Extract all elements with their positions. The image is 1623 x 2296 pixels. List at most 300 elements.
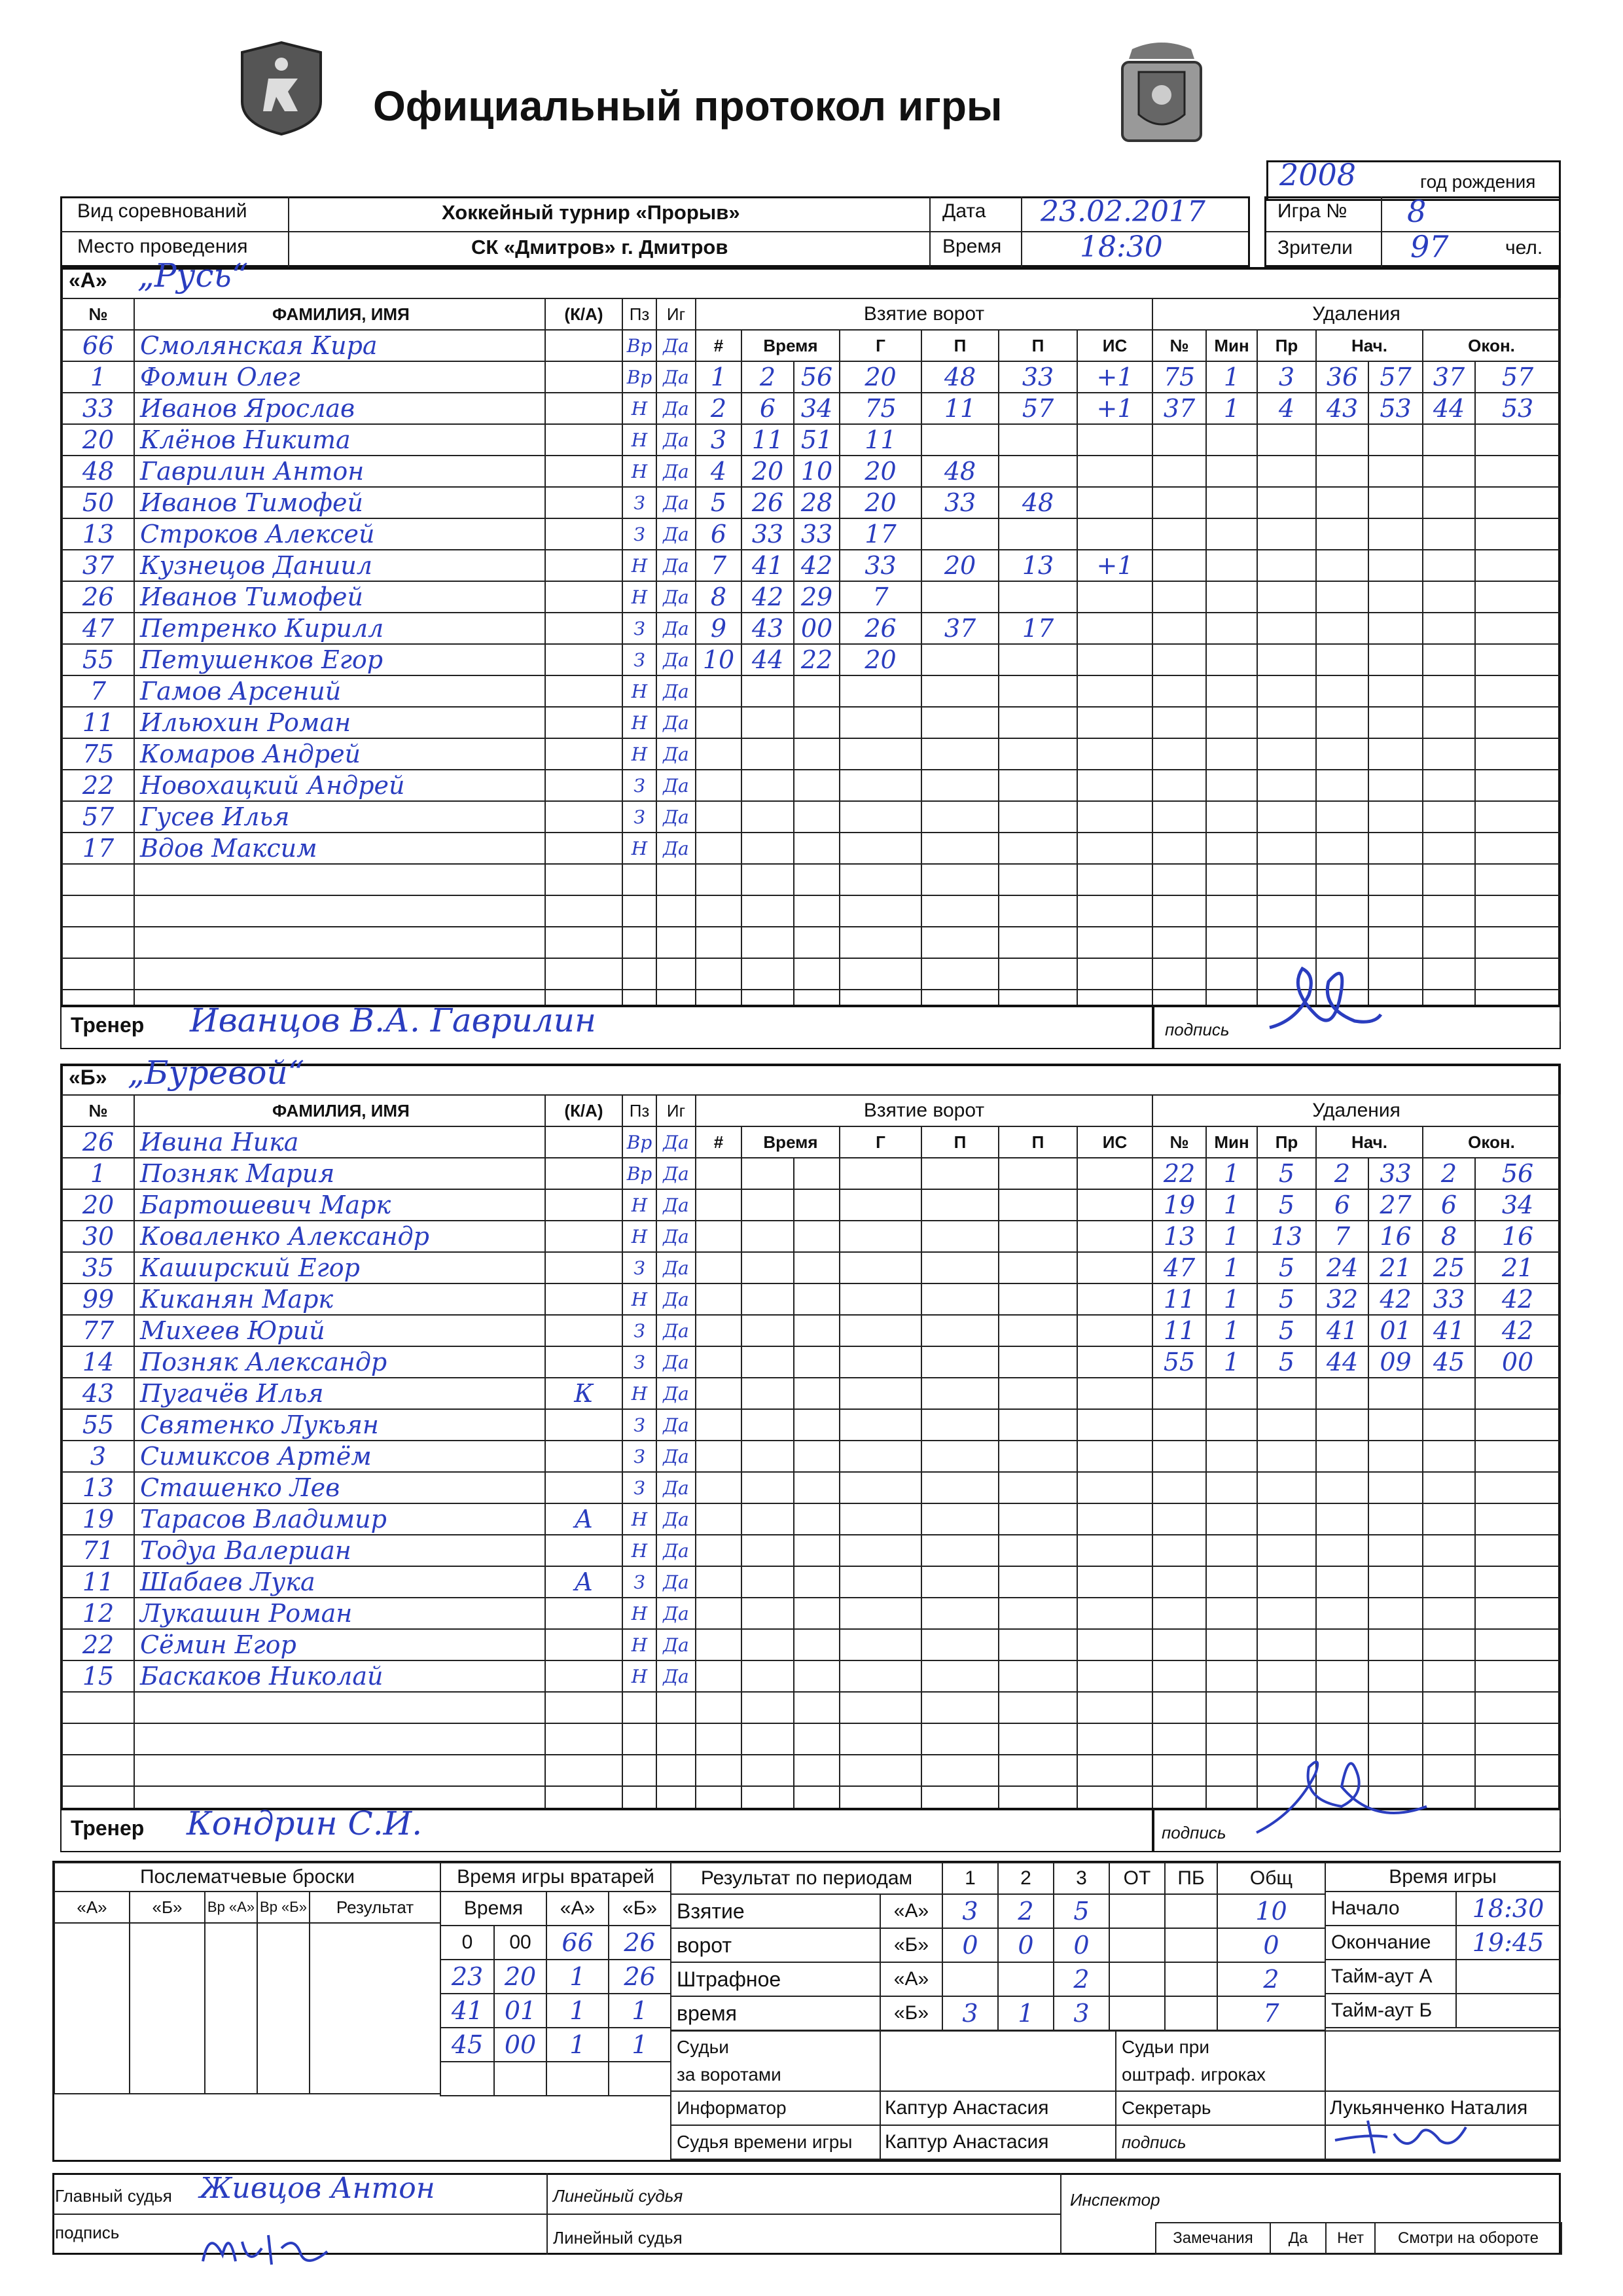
player-captain-mark (545, 581, 622, 613)
player-captain-mark (545, 1346, 622, 1378)
goal-situation (1077, 581, 1152, 613)
goalie-a-header: «А» (546, 1892, 609, 1926)
player-captain-mark (545, 1221, 622, 1252)
table-row (1152, 613, 1560, 644)
penalty-start-second: 21 (1368, 1252, 1423, 1283)
penalty-end-minute: 45 (1423, 1346, 1475, 1378)
goals-a-total: 10 (1217, 1894, 1325, 1928)
penalty-start-minute: 36 (1316, 361, 1368, 393)
player-position: Н (622, 424, 656, 456)
b-pen-start-header: Нач. (1316, 1126, 1423, 1158)
goal-second: 51 (794, 424, 840, 456)
a-goals-g-header: Г (840, 330, 921, 361)
secretary-value: Лукьянченко Наталия (1325, 2091, 1560, 2125)
penalty-player-number: 19 (1152, 1189, 1206, 1221)
player-played: Да (656, 393, 696, 424)
player-captain-mark (545, 550, 622, 581)
goalie-a-number: 1 (546, 1994, 609, 2028)
player-name: Ильюхин Роман (134, 707, 545, 738)
goals-a-p2: 2 (998, 1894, 1054, 1928)
player-number: 26 (62, 1126, 134, 1158)
player-number: 11 (62, 707, 134, 738)
shootout-period-header: ПБ (1165, 1863, 1217, 1894)
b-roster-num-header: № (62, 1095, 134, 1126)
goal-situation: +1 (1077, 550, 1152, 581)
team-b-name: „Буревой“ (128, 1054, 305, 1092)
penalty-reason: 5 (1257, 1158, 1316, 1189)
shootout-vr-a-header: Вр «А» (205, 1892, 257, 1923)
player-captain-mark (545, 707, 622, 738)
secretary-signature (1329, 2108, 1472, 2160)
player-captain-mark (545, 1315, 622, 1346)
birth-year-value: 2008 (1279, 157, 1357, 192)
player-name: Иванов Ярослав (134, 393, 545, 424)
penalty-start-minute: 6 (1316, 1189, 1368, 1221)
goal-assist-1: 33 (921, 487, 999, 518)
pen-a-p3: 2 (1054, 1962, 1109, 1996)
table-row (62, 1472, 696, 1503)
goalie-change-minute: 0 (440, 1926, 494, 1960)
player-number: 17 (62, 833, 134, 864)
table-row (696, 927, 1152, 958)
table-row (62, 801, 696, 833)
table-row (440, 2062, 671, 2096)
penalty-row-team-a: «А» (880, 1962, 942, 1996)
period-2-header: 2 (998, 1863, 1054, 1894)
period-3-header: 3 (1054, 1863, 1109, 1894)
goal-assist-2: 57 (999, 393, 1077, 424)
player-captain-mark (545, 361, 622, 393)
table-row (62, 675, 696, 707)
goalie-b-number: 1 (609, 1994, 671, 2028)
pen-a-p1 (942, 1962, 998, 1996)
penalty-start-minute: 7 (1316, 1221, 1368, 1252)
total-header: Общ (1217, 1863, 1325, 1894)
team-b-signature-label: подпись (1162, 1823, 1226, 1842)
team-b-roster (62, 1094, 696, 1818)
penalty-start-minute: 2 (1316, 1158, 1368, 1189)
player-position: Н (622, 456, 656, 487)
game-time-title: Время игры (1325, 1863, 1560, 1892)
goalie-change-second: 00 (494, 1926, 546, 1960)
table-row (696, 1283, 1152, 1315)
player-name: Михеев Юрий (134, 1315, 545, 1346)
goal-scorer: 11 (840, 424, 921, 456)
hockey-league-logo (236, 39, 327, 137)
time-value: 18:30 (1080, 230, 1163, 264)
player-position: Н (622, 707, 656, 738)
player-number: 99 (62, 1283, 134, 1315)
table-row (62, 927, 696, 958)
player-position: Н (622, 675, 656, 707)
table-row (1152, 833, 1560, 864)
player-played: Да (656, 1283, 696, 1315)
player-position: Н (622, 1189, 656, 1221)
player-position: Н (622, 393, 656, 424)
b-pen-pr-header: Пр (1257, 1126, 1316, 1158)
player-played: Да (656, 801, 696, 833)
goal-minute: 33 (741, 518, 794, 550)
player-played: Да (656, 1126, 696, 1158)
player-number: 1 (62, 361, 134, 393)
goal-assist-2: 13 (999, 550, 1077, 581)
penalty-player-number: 22 (1152, 1158, 1206, 1189)
player-captain-mark (545, 613, 622, 644)
penalty-start-second: 01 (1368, 1315, 1423, 1346)
remarks-label: Замечания (1156, 2223, 1270, 2254)
game-start-value: 18:30 (1456, 1892, 1560, 1926)
penalty-start-minute: 41 (1316, 1315, 1368, 1346)
goalie-change-minute: 41 (440, 1994, 494, 2028)
player-number: 37 (62, 550, 134, 581)
penalty-minutes: 1 (1206, 1252, 1257, 1283)
table-row (62, 1221, 696, 1252)
table-row (1152, 1283, 1560, 1315)
player-captain-mark (545, 801, 622, 833)
pen-b-p1: 3 (942, 1996, 998, 2030)
penalty-player-number: 75 (1152, 361, 1206, 393)
penalty-start-minute: 43 (1316, 393, 1368, 424)
goalie-b-number: 26 (609, 1960, 671, 1994)
team-a-signature-label: подпись (1165, 1020, 1230, 1039)
table-row (440, 2028, 671, 2062)
penalty-reason: 5 (1257, 1346, 1316, 1378)
goal-second: 34 (794, 393, 840, 424)
table-row (696, 738, 1152, 770)
player-played: Да (656, 1503, 696, 1535)
venue-value: СК «Дмитров» г. Дмитров (471, 236, 728, 259)
table-row (696, 1755, 1152, 1786)
goal-assist-1 (921, 518, 999, 550)
player-name: Комаров Андрей (134, 738, 545, 770)
player-position: Вр (622, 1126, 656, 1158)
goal-number: 1 (696, 361, 741, 393)
team-b-label: «Б» (69, 1066, 107, 1089)
goal-minute: 44 (741, 644, 794, 675)
player-number: 30 (62, 1221, 134, 1252)
penalty-end-minute: 2 (1423, 1158, 1475, 1189)
a-goals-p2-header: П (999, 330, 1077, 361)
penalty-end-second: 00 (1475, 1346, 1560, 1378)
player-captain-mark (545, 1598, 622, 1629)
shootout-a-header: «А» (54, 1892, 130, 1923)
a-pen-end-header: Окон. (1423, 330, 1560, 361)
player-number: 33 (62, 393, 134, 424)
player-number: 11 (62, 1566, 134, 1598)
table-row (62, 738, 696, 770)
a-goals-title: Взятие ворот (696, 298, 1152, 330)
penalty-player-number: 11 (1152, 1315, 1206, 1346)
goal-second: 29 (794, 581, 840, 613)
team-a-penalties-table (1152, 298, 1561, 1022)
table-row (1152, 456, 1560, 487)
player-position: З (622, 1566, 656, 1598)
player-position: Н (622, 1283, 656, 1315)
table-row (696, 1692, 1152, 1723)
penalty-start-second: 42 (1368, 1283, 1423, 1315)
penalty-start-minute: 32 (1316, 1283, 1368, 1315)
goal-assist-1: 48 (921, 456, 999, 487)
table-row (62, 1378, 696, 1409)
player-name: Каширский Егор (134, 1252, 545, 1283)
timeout-a-label: Тайм-аут А (1325, 1960, 1456, 1994)
player-name: Ивина Ника (134, 1126, 545, 1158)
penalty-minutes: 1 (1206, 1346, 1257, 1378)
goals-a-p1: 3 (942, 1894, 998, 1928)
penalty-end-second: 21 (1475, 1252, 1560, 1283)
player-played: Да (656, 1378, 696, 1409)
table-row (62, 581, 696, 613)
player-name: Пугачёв Илья (134, 1378, 545, 1409)
linesman-2-label: Линейный судья (553, 2228, 683, 2248)
team-a-goals-table (695, 298, 1153, 1022)
table-row (62, 1723, 696, 1755)
table-row (696, 361, 1152, 393)
player-position: З (622, 1252, 656, 1283)
shootout-result-header: Результат (310, 1892, 440, 1923)
player-captain-mark (545, 1629, 622, 1660)
goal-number: 9 (696, 613, 741, 644)
table-row (1152, 1252, 1560, 1283)
player-captain-mark (545, 424, 622, 456)
player-played: Да (656, 1598, 696, 1629)
penalty-start-second: 16 (1368, 1221, 1423, 1252)
table-row (62, 895, 696, 927)
goalie-change-second: 20 (494, 1960, 546, 1994)
a-penalties-title: Удаления (1152, 298, 1560, 330)
table-row (696, 770, 1152, 801)
goalie-b-number: 26 (609, 1926, 671, 1960)
player-number: 48 (62, 456, 134, 487)
player-played: Да (656, 770, 696, 801)
goals-b-p3: 0 (1054, 1928, 1109, 1962)
b-goals-is-header: ИС (1077, 1126, 1152, 1158)
table-row (696, 1315, 1152, 1346)
player-number: 3 (62, 1441, 134, 1472)
player-captain-mark (545, 675, 622, 707)
penalty-start-minute: 44 (1316, 1346, 1368, 1378)
game-start-label: Начало (1325, 1892, 1456, 1926)
goalie-b-number: 1 (609, 2028, 671, 2062)
player-captain-mark: К (545, 1378, 622, 1409)
player-played: Да (656, 456, 696, 487)
goalie-change-second: 01 (494, 1994, 546, 2028)
player-position: З (622, 1315, 656, 1346)
table-row (696, 518, 1152, 550)
penalty-judges-label: Судьи при оштраф. игроках (1116, 2031, 1325, 2091)
goal-assist-1 (921, 581, 999, 613)
goal-assist-1: 20 (921, 550, 999, 581)
table-row (62, 1535, 696, 1566)
table-row (696, 1346, 1152, 1378)
player-played: Да (656, 518, 696, 550)
player-played: Да (656, 707, 696, 738)
penalty-player-number: 37 (1152, 393, 1206, 424)
player-name: Тарасов Владимир (134, 1503, 545, 1535)
game-end-label: Окончание (1325, 1926, 1456, 1960)
page-title: Официальный протокол игры (373, 82, 1003, 130)
penalty-reason: 5 (1257, 1252, 1316, 1283)
player-number: 55 (62, 644, 134, 675)
a-pen-num-header: № (1152, 330, 1206, 361)
b-goals-title: Взятие ворот (696, 1095, 1152, 1126)
table-row (1152, 1598, 1560, 1629)
player-captain-mark: А (545, 1503, 622, 1535)
player-captain-mark (545, 1409, 622, 1441)
player-position: З (622, 1441, 656, 1472)
goal-second: 28 (794, 487, 840, 518)
table-row (62, 456, 696, 487)
table-row (62, 958, 696, 990)
goal-scorer: 33 (840, 550, 921, 581)
table-row (696, 1378, 1152, 1409)
player-name: Сёмин Егор (134, 1629, 545, 1660)
team-b-coach-label: Тренер (71, 1816, 145, 1840)
table-row (1152, 581, 1560, 613)
player-played: Да (656, 613, 696, 644)
penalty-row-label-1: Штрафное (671, 1962, 880, 1996)
table-row (696, 1221, 1152, 1252)
b-roster-ig-header: Иг (656, 1095, 696, 1126)
player-played: Да (656, 550, 696, 581)
team-b-penalties-table (1152, 1094, 1561, 1818)
table-row (1152, 895, 1560, 927)
player-number: 13 (62, 518, 134, 550)
goal-minute: 6 (741, 393, 794, 424)
secretary-label: Секретарь (1116, 2091, 1325, 2125)
player-name: Сташенко Лев (134, 1472, 545, 1503)
player-number: 14 (62, 1346, 134, 1378)
table-row (62, 864, 696, 895)
player-played: Да (656, 1315, 696, 1346)
period-results-title: Результат по периодам (671, 1863, 942, 1894)
table-row (1152, 801, 1560, 833)
period-results-table (670, 1862, 1326, 2031)
player-captain-mark (545, 1252, 622, 1283)
a-goals-hash-header: # (696, 330, 741, 361)
spectators-value: 97 (1410, 229, 1449, 264)
goals-row-label-2: ворот (671, 1928, 880, 1962)
player-name: Позняк Мария (134, 1158, 545, 1189)
player-number: 1 (62, 1158, 134, 1189)
table-row (440, 1960, 671, 1994)
player-name: Бартошевич Марк (134, 1189, 545, 1221)
table-row (62, 1660, 696, 1692)
goals-row-label-1: Взятие (671, 1894, 880, 1928)
player-name: Гаврилин Антон (134, 456, 545, 487)
player-number: 77 (62, 1315, 134, 1346)
goal-situation: +1 (1077, 393, 1152, 424)
table-row (696, 833, 1152, 864)
team-a-coach-label: Тренер (71, 1013, 145, 1037)
time-label: Время (942, 236, 1002, 257)
penalty-end-minute: 6 (1423, 1189, 1475, 1221)
game-end-value: 19:45 (1456, 1926, 1560, 1960)
player-position: Вр (622, 330, 656, 361)
penalty-minutes: 1 (1206, 393, 1257, 424)
b-pen-min-header: Мин (1206, 1126, 1257, 1158)
player-played: Да (656, 1566, 696, 1598)
player-position: Н (622, 550, 656, 581)
penalty-end-minute: 8 (1423, 1221, 1475, 1252)
a-pen-start-header: Нач. (1316, 330, 1423, 361)
pen-b-p3: 3 (1054, 1996, 1109, 2030)
table-row (696, 1660, 1152, 1692)
table-row (1152, 424, 1560, 456)
goalie-a-number: 66 (546, 1926, 609, 1960)
remarks-yes: Да (1270, 2223, 1326, 2254)
penalty-minutes: 1 (1206, 1158, 1257, 1189)
table-row (62, 393, 696, 424)
player-played: Да (656, 1535, 696, 1566)
player-position: Н (622, 581, 656, 613)
goal-assist-1 (921, 424, 999, 456)
team-a-label: «А» (69, 268, 107, 292)
shootout-table (54, 1862, 441, 2094)
goal-assist-2 (999, 518, 1077, 550)
goal-number: 10 (696, 644, 741, 675)
player-name: Гамов Арсений (134, 675, 545, 707)
goal-number: 3 (696, 424, 741, 456)
coat-of-arms-emblem (1113, 36, 1211, 151)
goals-b-total: 0 (1217, 1928, 1325, 1962)
player-captain-mark (545, 1441, 622, 1472)
table-row (696, 1472, 1152, 1503)
goal-second: 56 (794, 361, 840, 393)
b-pen-num-header: № (1152, 1126, 1206, 1158)
player-captain-mark (545, 1126, 622, 1158)
goals-b-p2: 0 (998, 1928, 1054, 1962)
table-row (1152, 1346, 1560, 1378)
game-time-table (1325, 1862, 1561, 2028)
goal-scorer: 20 (840, 456, 921, 487)
player-position: Вр (622, 1158, 656, 1189)
timekeeper-value: Каптур Анастасия (880, 2125, 1116, 2159)
table-row (696, 550, 1152, 581)
goalie-time-title: Время игры вратарей (440, 1863, 671, 1892)
goal-minute: 20 (741, 456, 794, 487)
player-number: 15 (62, 1660, 134, 1692)
pen-b-p2: 1 (998, 1996, 1054, 2030)
player-played: Да (656, 487, 696, 518)
player-name: Коваленко Александр (134, 1221, 545, 1252)
shootout-vr-b-header: Вр «Б» (257, 1892, 310, 1923)
player-played: Да (656, 581, 696, 613)
player-number: 50 (62, 487, 134, 518)
player-position: Вр (622, 361, 656, 393)
goal-situation (1077, 518, 1152, 550)
b-goals-hash-header: # (696, 1126, 741, 1158)
table-row (62, 707, 696, 738)
goal-scorer: 20 (840, 644, 921, 675)
timeout-b-label: Тайм-аут Б (1325, 1994, 1456, 2028)
goal-minute: 43 (741, 613, 794, 644)
goalie-change-minute: 45 (440, 2028, 494, 2062)
a-pen-pr-header: Пр (1257, 330, 1316, 361)
player-number: 12 (62, 1598, 134, 1629)
shootout-title: Послематчевые броски (54, 1863, 440, 1892)
table-row (62, 1315, 696, 1346)
penalty-row-label-2: время (671, 1996, 880, 2030)
penalty-end-second: 16 (1475, 1221, 1560, 1252)
player-name: Тодуа Валериан (134, 1535, 545, 1566)
goal-assist-2 (999, 581, 1077, 613)
player-number: 57 (62, 801, 134, 833)
player-captain-mark (545, 770, 622, 801)
player-name: Клёнов Никита (134, 424, 545, 456)
player-position: Н (622, 738, 656, 770)
goal-second: 22 (794, 644, 840, 675)
